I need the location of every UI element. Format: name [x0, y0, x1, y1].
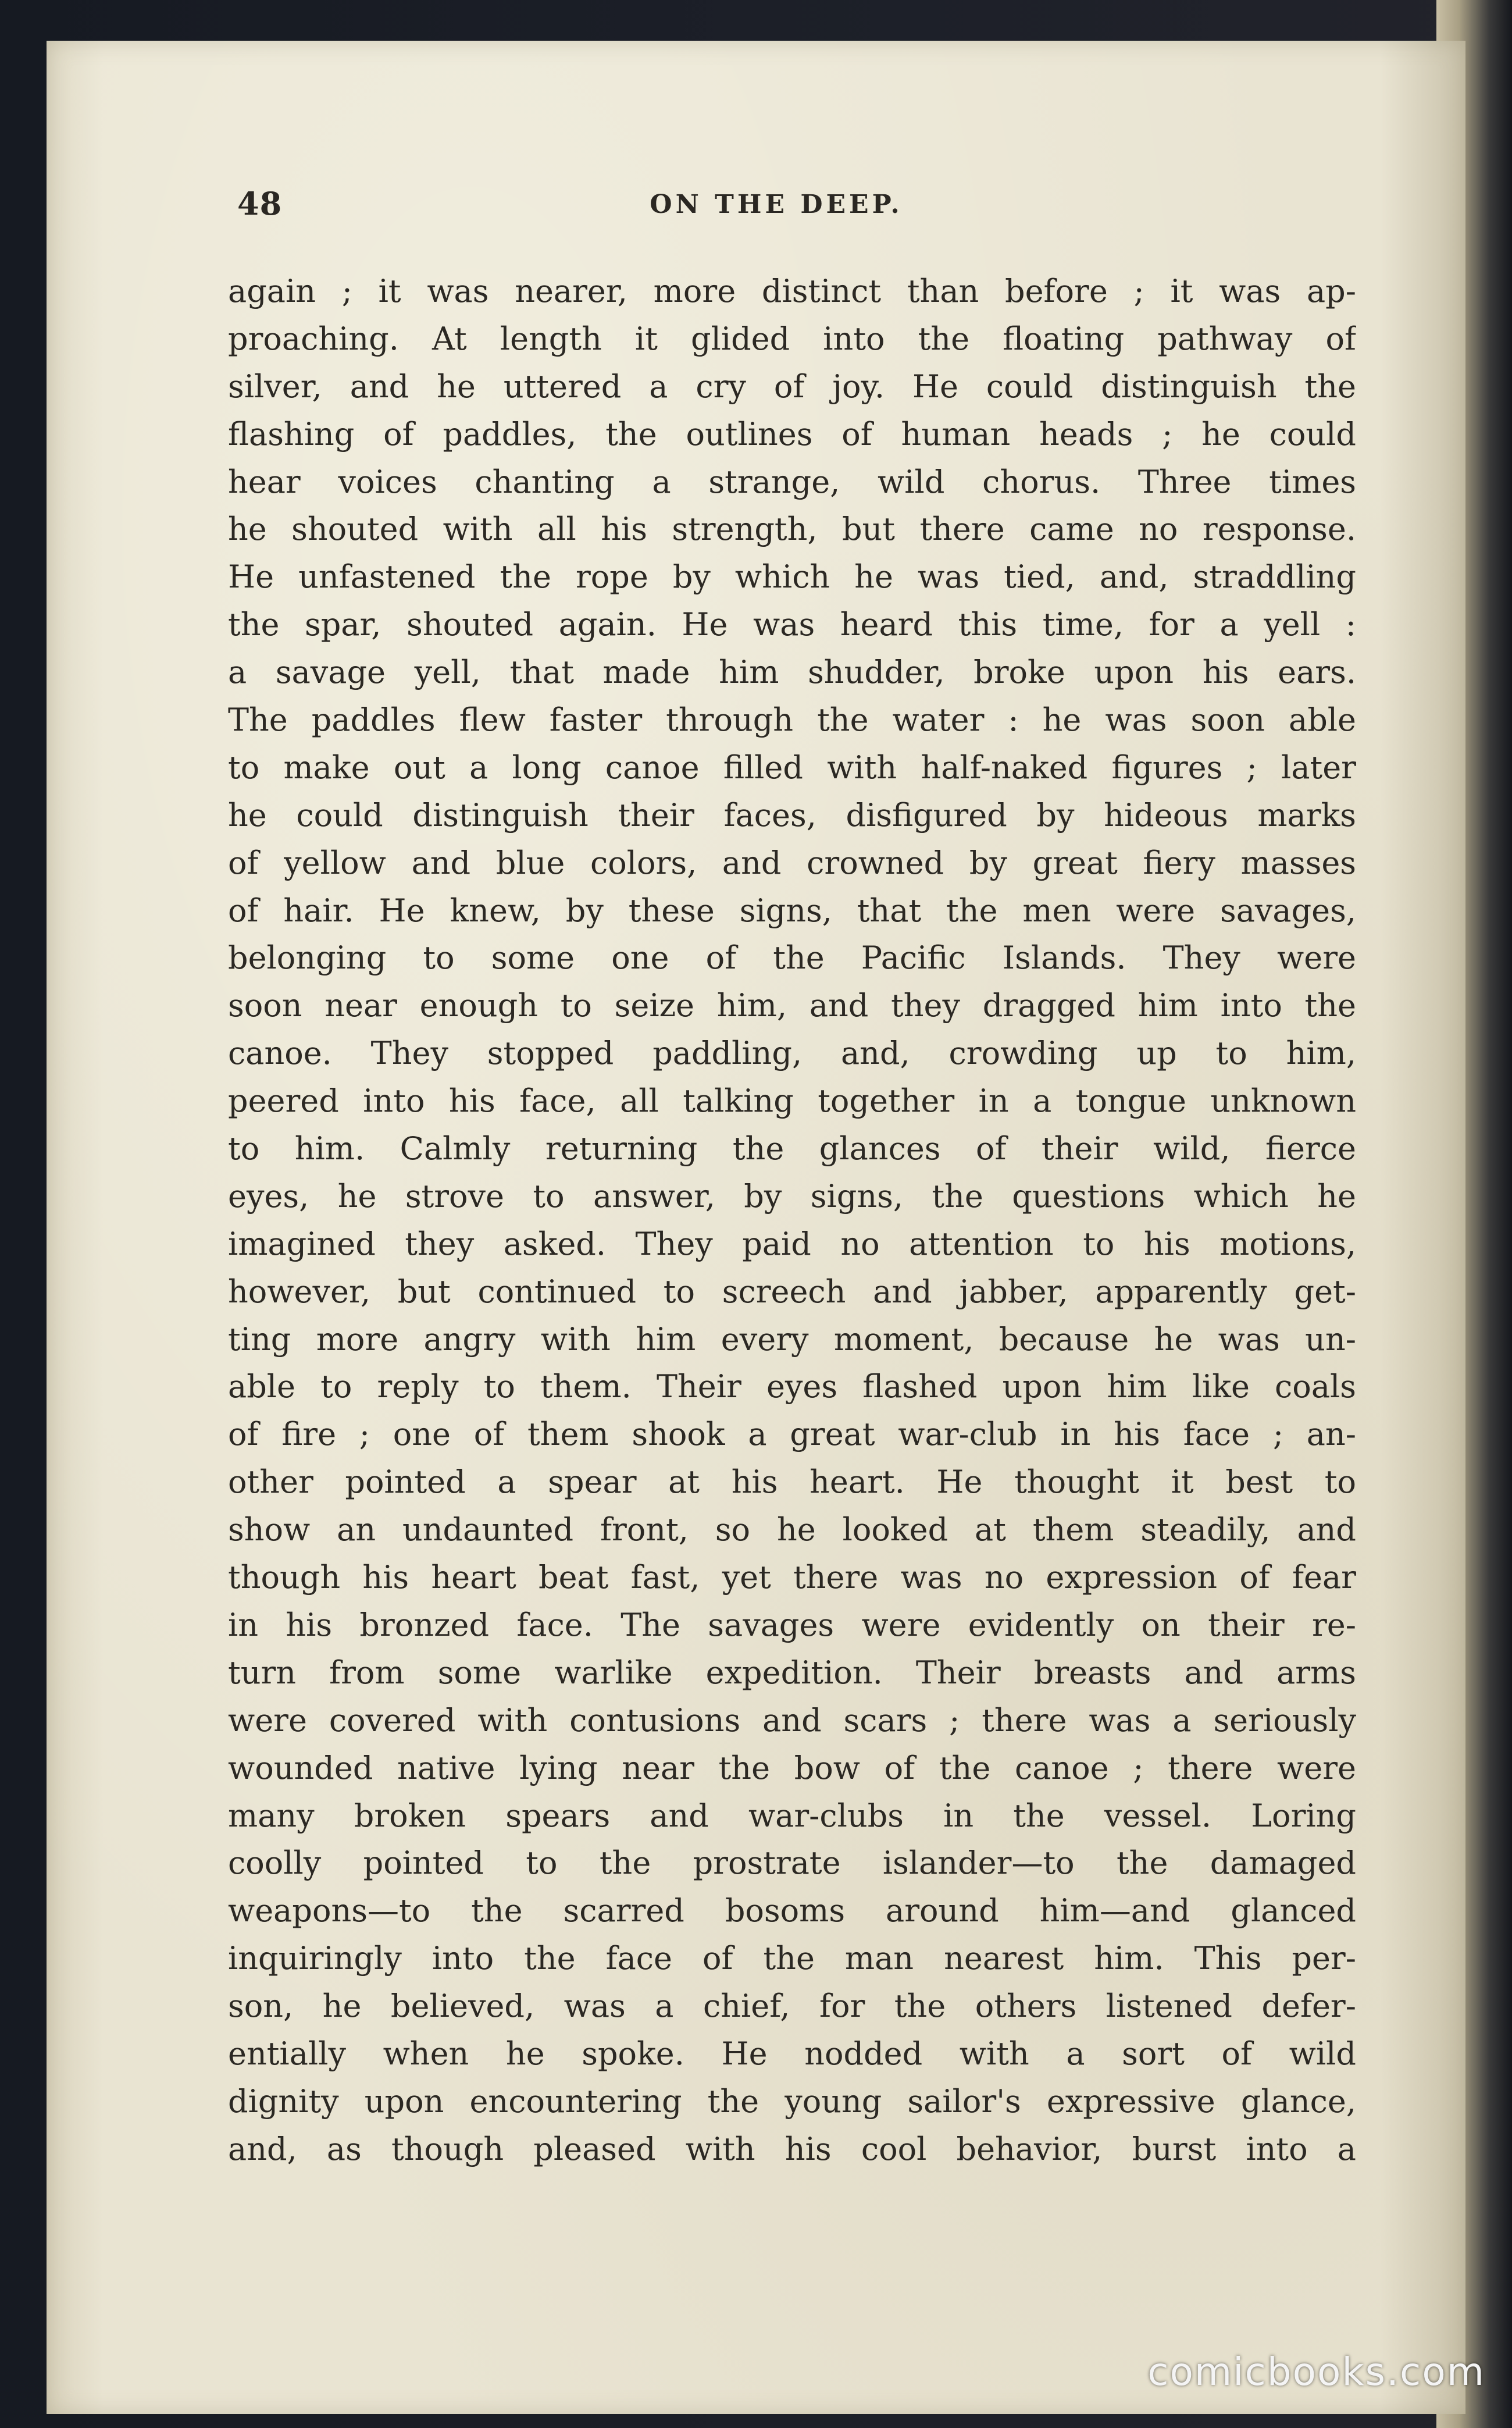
text-line: a savage yell, that made him shudder, broke upon his ears.: [228, 654, 1356, 691]
text-line: to him. Calmly returning the glances of their wild, fierce: [228, 1130, 1356, 1167]
text-line: silver, and he uttered a cry of joy. He could distinguish the: [228, 368, 1356, 405]
text-line: in his bronzed face. The savages were evidently on their re-: [228, 1606, 1356, 1643]
text-line: flashing of paddles, the outlines of human heads ; he could: [228, 415, 1356, 453]
text-line: proaching. At length it glided into the floating pathway of: [228, 320, 1356, 357]
text-line: wounded native lying near the bow of the canoe ; there were: [228, 1749, 1356, 1786]
text-line: belonging to some one of the Pacific Islands. They were: [228, 939, 1356, 977]
text-line: The paddles flew faster through the water : he was soon able: [228, 702, 1356, 739]
text-line: weapons—to the scarred bosoms around him—and glanced: [228, 1892, 1356, 1929]
text-line: again ; it was nearer, more distinct than before ; it was ap-: [228, 273, 1356, 309]
text-line: peered into his face, all talking together in a tongue unknown: [228, 1083, 1356, 1120]
text-line: turn from some warlike expedition. Their breasts and arms: [228, 1654, 1356, 1691]
page-header: [192, 185, 1361, 232]
text-line: though his heart beat fast, yet there was no expression of fear: [228, 1559, 1356, 1596]
text-line: of fire ; one of them shook a great war-club in his face ; an-: [228, 1416, 1356, 1453]
text-line: coolly pointed to the prostrate islander—to the damaged: [228, 1845, 1356, 1882]
text-line: entially when he spoke. He nodded with a sort of wild: [228, 2035, 1356, 2072]
text-line: he shouted with all his strength, but there came no response.: [228, 511, 1356, 548]
text-line: imagined they asked. They paid no attention to his motions,: [228, 1225, 1356, 1262]
text-line: dignity upon encountering the young sailor's expressive glance,: [228, 2082, 1356, 2120]
text-line: show an undaunted front, so he looked at them steadily, and: [228, 1511, 1356, 1548]
watermark: comicbooks.com: [1147, 2349, 1485, 2394]
text-line: ting more angry with him every moment, because he was un-: [228, 1320, 1356, 1358]
text-line: son, he believed, was a chief, for the others listened defer-: [228, 1988, 1356, 2025]
text-line: inquiringly into the face of the man nearest him. This per-: [228, 1940, 1356, 1977]
text-line: eyes, he strove to answer, by signs, the questions which he: [228, 1177, 1356, 1215]
text-line: the spar, shouted again. He was heard this time, for a yell :: [228, 606, 1356, 643]
text-line: hear voices chanting a strange, wild chorus. Three times: [228, 463, 1356, 500]
text-line: however, but continued to screech and jabber, apparently get-: [228, 1273, 1356, 1310]
running-head: ON THE DEEP.: [650, 190, 903, 219]
text-line: soon near enough to seize him, and they dragged him into the: [228, 987, 1356, 1024]
text-line: he could distinguish their faces, disfigured by hideous marks: [228, 796, 1356, 834]
text-line: of yellow and blue colors, and crowned by great fiery masses: [228, 844, 1356, 881]
text-line: to make out a long canoe filled with half-naked figures ; later: [228, 749, 1356, 786]
text-line: able to reply to them. Their eyes flashed upon him like coals: [228, 1368, 1356, 1405]
page-number: 48: [237, 185, 283, 222]
text-line: of hair. He knew, by these signs, that the men were savages,: [228, 892, 1356, 929]
text-line: He unfastened the rope by which he was tied, and, straddling: [228, 558, 1356, 596]
text-line: other pointed a spear at his heart. He thought it best to: [228, 1464, 1356, 1501]
text-line: canoe. They stopped paddling, and, crowding up to him,: [228, 1035, 1356, 1072]
text-line: were covered with contusions and scars ; there was a seriously: [228, 1701, 1356, 1739]
text-line: and, as though pleased with his cool behavior, burst into a: [228, 2130, 1356, 2167]
text-line: many broken spears and war-clubs in the vessel. Loring: [228, 1797, 1356, 1834]
body-text: [228, 268, 1356, 2173]
